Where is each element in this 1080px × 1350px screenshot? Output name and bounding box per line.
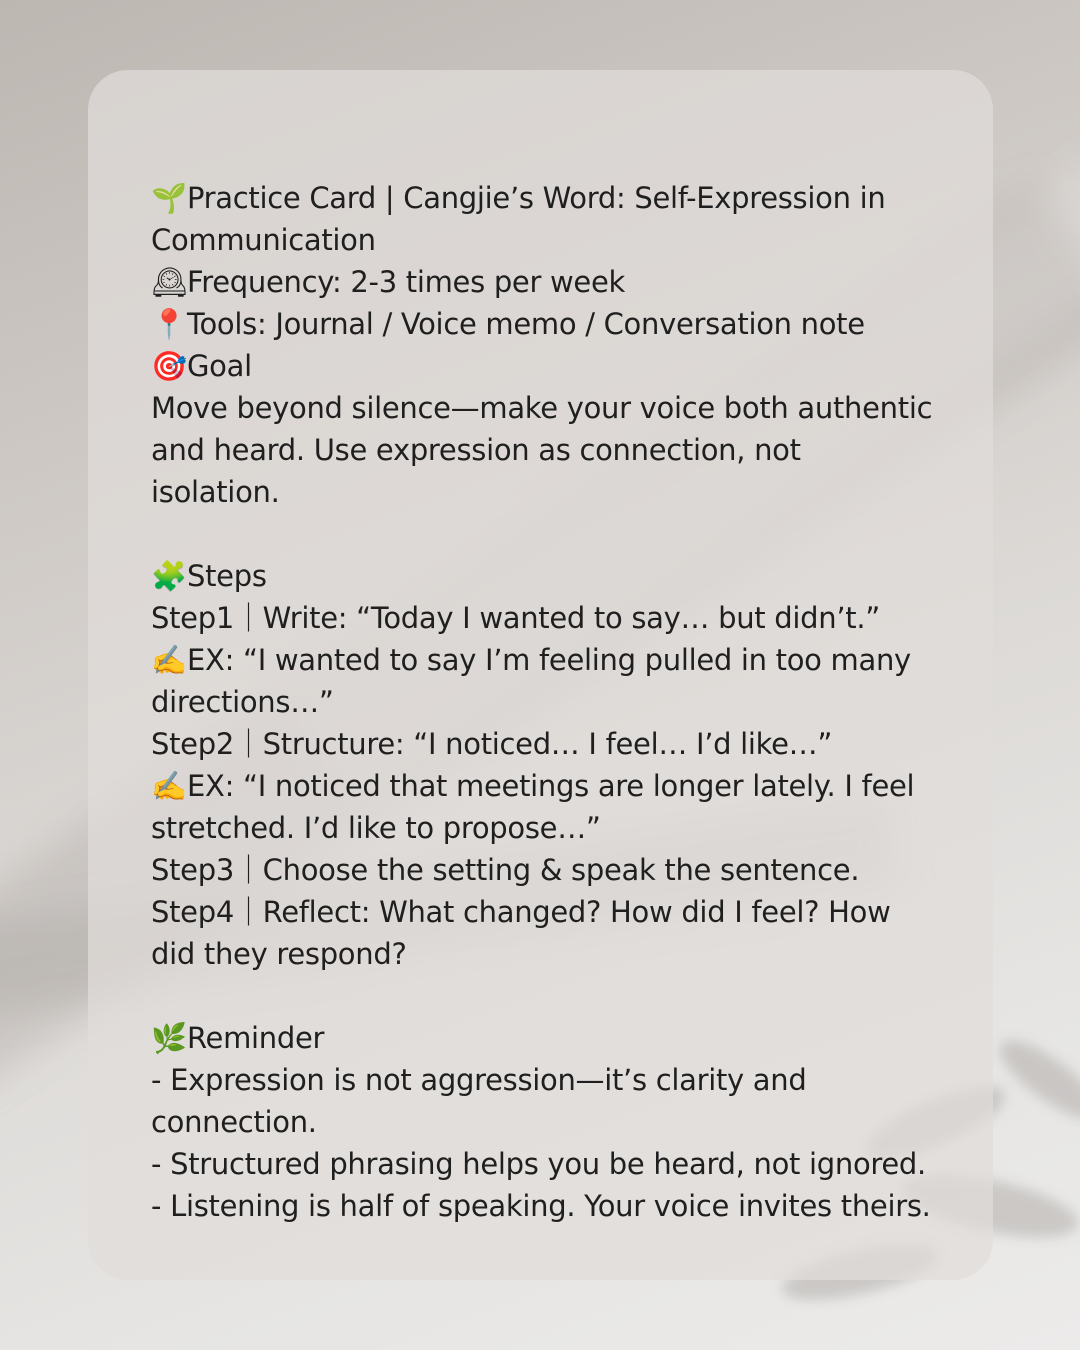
goal-heading-line [151,345,933,387]
card-title: Practice Card | Cangjie’s Word: Self-Expression in Communication [151,181,895,257]
reminder-heading-line [151,1017,933,1059]
step-1-example: EX: “I wanted to say I’m feeling pulled in too many directions…” [151,643,920,719]
step-2-example: EX: “I noticed that meetings are longer lately. I feel stretched. I’d like to propose…” [151,769,924,845]
reminder-item: - Listening is half of speaking. Your voice invites theirs. [151,1189,931,1223]
tools-text: Tools: Journal / Voice memo / Conversation note [187,307,865,341]
step-1: Step1｜Write: “Today I wanted to say… but didn’t.” [151,601,880,635]
reminder-heading: Reminder [187,1021,325,1055]
spacer [151,975,933,1017]
writing-hand-icon: ✍️ [151,643,187,677]
practice-card [88,70,993,1280]
reminder-item: - Expression is not aggression—it’s clarity and connection. [151,1063,816,1139]
card-content [151,177,942,1227]
target-icon: 🎯 [151,349,187,383]
puzzle-icon: 🧩 [151,559,187,593]
leaf-shadow [991,1026,1080,1134]
mantel-clock-icon: 🕰 [151,265,188,299]
goal-text: Move beyond silence—make your voice both authentic and heard. Use expression as connection, not isolation. [151,391,942,509]
spacer [151,513,933,555]
step-2: Step2｜Structure: “I noticed… I feel… I’d like…” [151,727,833,761]
steps-heading: Steps [187,559,267,593]
pushpin-icon: 📍 [151,307,187,341]
goal-heading: Goal [187,349,252,383]
reminder-item: - Structured phrasing helps you be heard, not ignored. [151,1147,926,1181]
step-1-example-line [151,639,933,723]
seedling-icon: 🌱 [151,181,187,215]
herb-icon: 🌿 [151,1021,187,1055]
frequency-line [151,261,933,303]
writing-hand-icon: ✍️ [151,769,187,803]
step-3: Step3｜Choose the setting & speak the sentence. [151,853,860,887]
step-4: Step4｜Reflect: What changed? How did I feel? How did they respond? [151,895,900,971]
tools-line [151,303,933,345]
steps-heading-line [151,555,933,597]
step-2-example-line [151,765,933,849]
frequency-text: Frequency: 2-3 times per week [187,265,626,299]
card-title-line [151,177,933,261]
